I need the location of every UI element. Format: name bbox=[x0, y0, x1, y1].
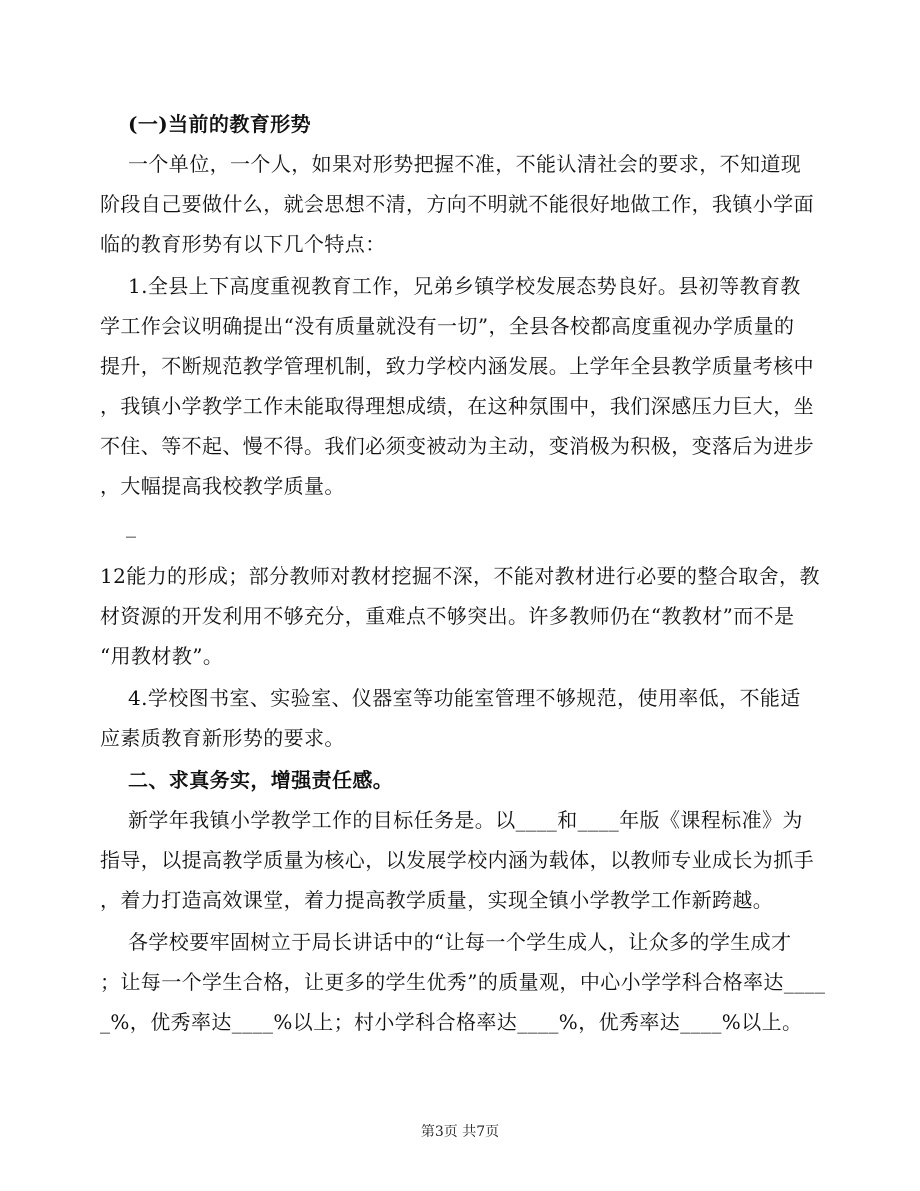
paragraph-line: 新学年我镇小学教学工作的目标任务是。以____和____年版《课程标准》为 bbox=[128, 808, 803, 832]
paragraph-line: _%，优秀率达____%以上；村小学科合格率达____%，优秀率达____%以上。 bbox=[100, 1010, 803, 1034]
section-heading-responsibility: 二、求真务实，增强责任感。 bbox=[128, 768, 394, 792]
paragraph-line: 材资源的开发利用不够充分，重难点不够突出。许多教师仍在“教教材”而不是 bbox=[100, 604, 795, 628]
paragraph-line: ；让每一个学生合格，让更多的学生优秀”的质量观，中心小学学科合格率达____ bbox=[100, 970, 826, 994]
paragraph-line: ，我镇小学教学工作未能取得理想成绩，在这种氛围中，我们深感压力巨大，坐 bbox=[100, 394, 814, 418]
page-number-footer: 第3页 共7页 bbox=[420, 1124, 500, 1140]
paragraph-line: “用教材教”。 bbox=[100, 644, 224, 668]
paragraph-line: 应素质教育新形势的要求。 bbox=[100, 726, 345, 750]
paragraph-line: 各学校要牢固树立于局长讲话中的“让每一个学生成人，让众多的学生成才 bbox=[128, 930, 792, 954]
paragraph-line: 4.学校图书室、实验室、仪器室等功能室管理不够规范，使用率低，不能适 bbox=[128, 686, 801, 710]
paragraph-line: 阶段自己要做什么，就会思想不清，方向不明就不能很好地做工作，我镇小学面 bbox=[100, 192, 814, 216]
paragraph-line: 提升，不断规范教学管理机制，致力学校内涵发展。上学年全县教学质量考核中 bbox=[100, 354, 814, 378]
paragraph-line: 学工作会议明确提出“没有质量就没有一切”，全县各校都高度重视办学质量的 bbox=[100, 314, 795, 338]
paragraph-line: ，着力打造高效课堂，着力提高教学质量，实现全镇小学教学工作新跨越。 bbox=[100, 888, 774, 912]
paragraph-line: ，大幅提高我校教学质量。 bbox=[100, 474, 345, 498]
separator-mark: _ bbox=[126, 514, 137, 538]
section-heading-education-situation: (一)当前的教育形势 bbox=[128, 112, 311, 136]
paragraph-line: 一个单位，一个人，如果对形势把握不准，不能认清社会的要求，不知道现 bbox=[128, 152, 802, 176]
paragraph-line: 不住、等不起、慢不得。我们必须变被动为主动，变消极为积极，变落后为进步 bbox=[100, 434, 814, 458]
paragraph-line: 1.全县上下高度重视教育工作，兄弟乡镇学校发展态势良好。县初等教育教 bbox=[128, 274, 801, 298]
paragraph-line: 12能力的形成；部分教师对教材挖掘不深，不能对教材进行必要的整合取舍，教 bbox=[100, 564, 820, 588]
paragraph-line: 指导，以提高教学质量为核心，以发展学校内涵为载体，以教师专业成长为抓手 bbox=[100, 848, 814, 872]
paragraph-line: 临的教育形势有以下几个特点： bbox=[100, 232, 386, 256]
